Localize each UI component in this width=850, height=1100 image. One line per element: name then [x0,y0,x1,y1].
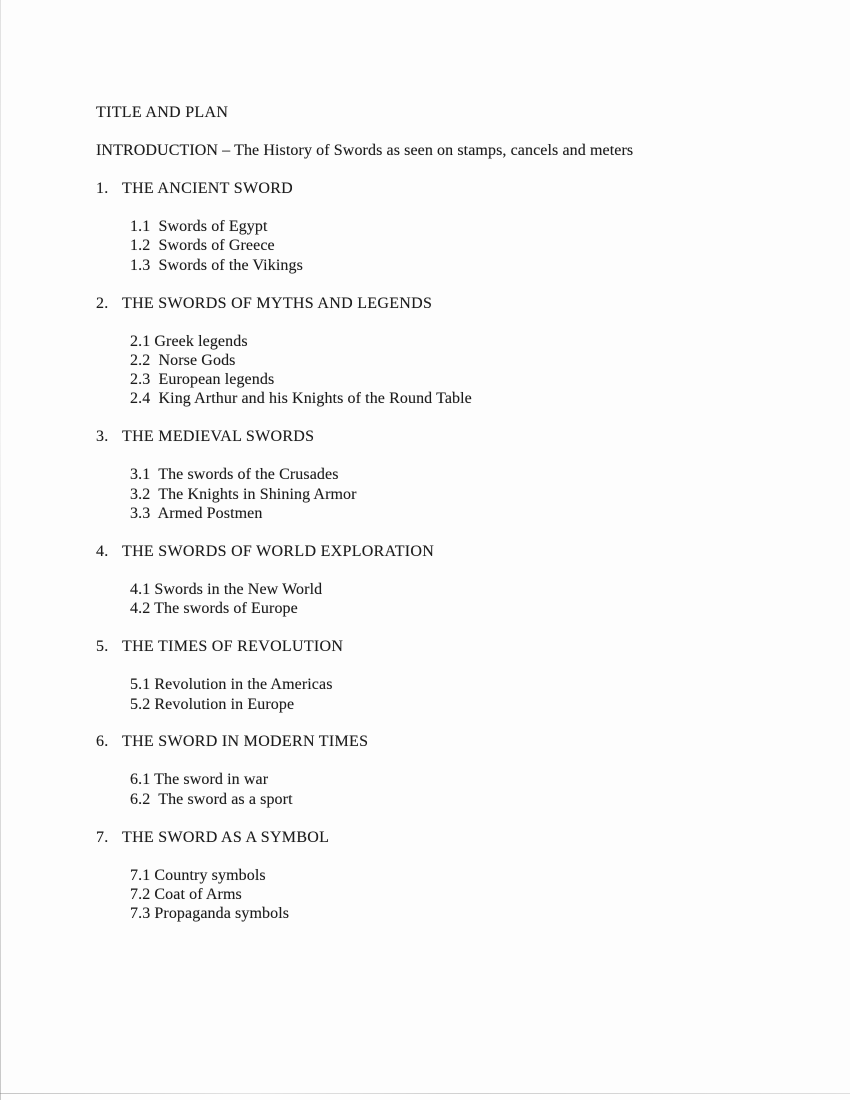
toc-item: 6.1 The sword in war [130,771,269,789]
toc-item: 2.3 European legends [130,371,275,389]
toc-item: 3.1 The swords of the Crusades [130,466,339,484]
section-items [130,866,790,924]
section [96,732,790,809]
toc-item: 1.2 Swords of Greece [130,237,275,255]
section-number: 4. [96,542,109,560]
section-title: THE SWORD IN MODERN TIMES [122,733,369,751]
section [96,828,790,924]
section-items [130,675,790,714]
scan-edge-left-artifact [0,0,1,1100]
toc-item: 7.3 Propaganda symbols [130,905,290,923]
toc-item: 6.2 The sword as a sport [130,790,293,808]
introduction-line: INTRODUCTION – The History of Swords as seen on stamps, cancels and meters [96,141,634,159]
section-items [130,770,790,809]
section-title: THE MEDIEVAL SWORDS [122,428,315,446]
section-heading [96,828,790,847]
toc-item: 5.2 Revolution in Europe [130,695,295,713]
section-number: 1. [96,179,109,197]
toc-item: 2.1 Greek legends [130,332,248,350]
section-items [130,465,790,523]
section [96,294,790,409]
section-items [130,580,790,619]
toc-item: 4.2 The swords of Europe [130,600,298,618]
section-heading [96,179,790,198]
section [96,179,790,275]
section-heading [96,732,790,751]
toc-item: 3.3 Armed Postmen [130,504,263,522]
section-title: THE ANCIENT SWORD [122,179,294,197]
toc-item: 3.2 The Knights in Shining Armor [130,485,357,503]
section [96,427,790,523]
toc-item: 2.2 Norse Gods [130,351,236,369]
section-title: THE TIMES OF REVOLUTION [122,638,344,656]
section-title: THE SWORDS OF MYTHS AND LEGENDS [122,294,433,312]
toc-item: 4.1 Swords in the New World [130,580,323,598]
toc-item: 1.1 Swords of Egypt [130,217,268,235]
section-heading [96,294,790,313]
toc-item: 7.1 Country symbols [130,866,266,884]
toc-item: 7.2 Coat of Arms [130,886,242,904]
page-title: TITLE AND PLAN [96,104,229,121]
section-items [130,332,790,409]
section-number: 5. [96,638,109,656]
section-title: THE SWORD AS A SYMBOL [122,828,330,846]
section-items [130,217,790,275]
section [96,637,790,714]
section-title: THE SWORDS OF WORLD EXPLORATION [122,542,435,560]
section-number: 7. [96,828,109,846]
section-number: 6. [96,733,109,751]
section-number: 3. [96,428,109,446]
sections-container [96,179,790,924]
section-heading [96,427,790,446]
toc-item: 5.1 Revolution in the Americas [130,676,333,694]
toc-item: 1.3 Swords of the Vikings [130,256,303,274]
section-heading [96,542,790,561]
section-heading [96,637,790,656]
scan-edge-bottom-artifact [0,1093,850,1094]
section-number: 2. [96,294,109,312]
toc-item: 2.4 King Arthur and his Knights of the Round Table [130,390,472,408]
section [96,542,790,619]
